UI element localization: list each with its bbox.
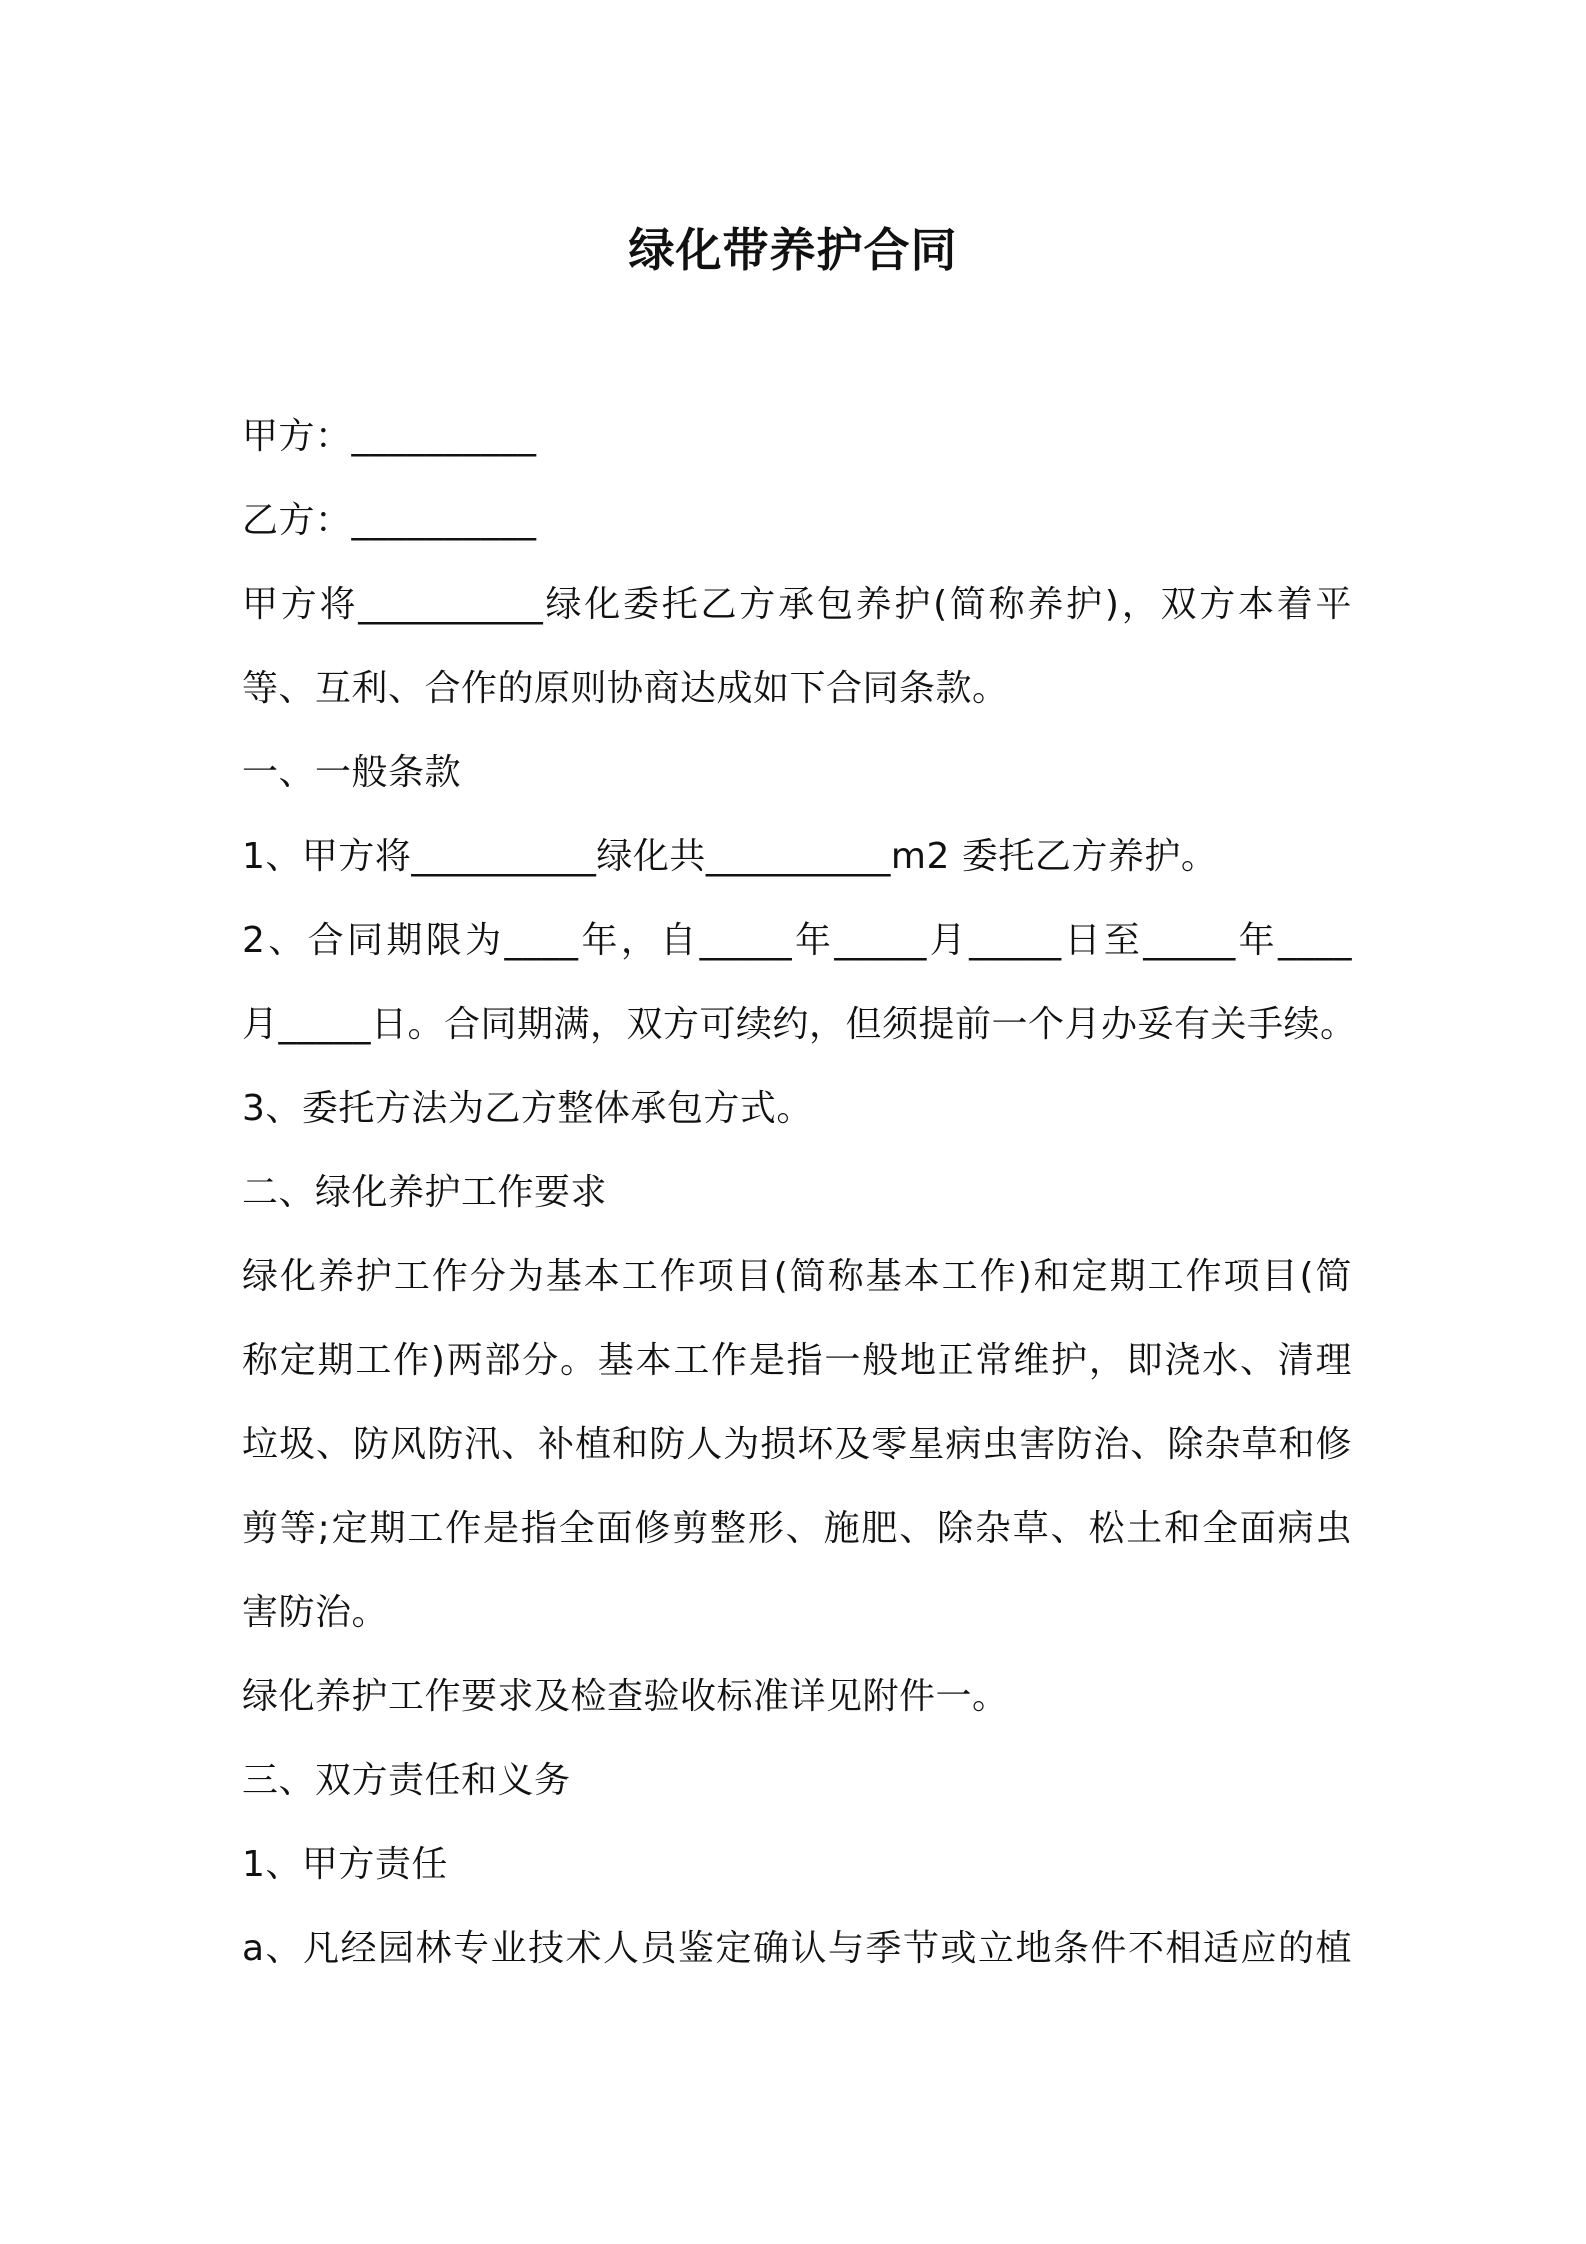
responsibility-item-a-line: a、凡经园林专业技术人员鉴定确认与季节或立地条件不相适应的植 (242, 1928, 1352, 1969)
maintenance-paragraph-line-4: 剪等;定期工作是指全面修剪整形、施肥、除杂草、松土和全面病虫 (242, 1508, 1352, 1549)
party-a-line: 甲方：__________ (242, 416, 537, 457)
clause-1-line: 1、甲方将__________绿化共__________m2 委托乙方养护。 (242, 836, 1218, 877)
maintenance-paragraph-line-1: 绿化养护工作分为基本工作项目(简称基本工作)和定期工作项目(简 (242, 1256, 1352, 1297)
maintenance-paragraph-line-5: 害防治。 (242, 1592, 389, 1633)
clause-3-line: 3、委托方法为乙方整体承包方式。 (242, 1088, 813, 1129)
maintenance-paragraph-line-2: 称定期工作)两部分。基本工作是指一般地正常维护，即浇水、清理 (242, 1340, 1352, 1381)
section-heading-maintenance-requirements: 二、绿化养护工作要求 (242, 1172, 608, 1213)
inspection-standards-line: 绿化养护工作要求及检查验收标准详见附件一。 (242, 1676, 1009, 1717)
intro-paragraph-line-2: 等、互利、合作的原则协商达成如下合同条款。 (242, 668, 1009, 709)
document-title: 绿化带养护合同 (628, 223, 958, 277)
section-heading-general-terms: 一、一般条款 (242, 752, 462, 793)
clause-2-line-2: 月_____日。合同期满，双方可续约，但须提前一个月办妥有关手续。 (242, 1004, 1357, 1045)
maintenance-paragraph-line-3: 垃圾、防风防汛、补植和防人为损坏及零星病虫害防治、除杂草和修 (242, 1424, 1352, 1465)
party-b-line: 乙方：__________ (242, 500, 537, 541)
intro-paragraph-line-1: 甲方将__________绿化委托乙方承包养护(简称养护)，双方本着平 (242, 584, 1352, 625)
clause-2-line-1: 2、合同期限为____年，自_____年_____月_____日至_____年____ (242, 920, 1352, 961)
section-heading-responsibilities: 三、双方责任和义务 (242, 1760, 571, 1801)
party-a-responsibility-heading: 1、甲方责任 (242, 1844, 448, 1885)
